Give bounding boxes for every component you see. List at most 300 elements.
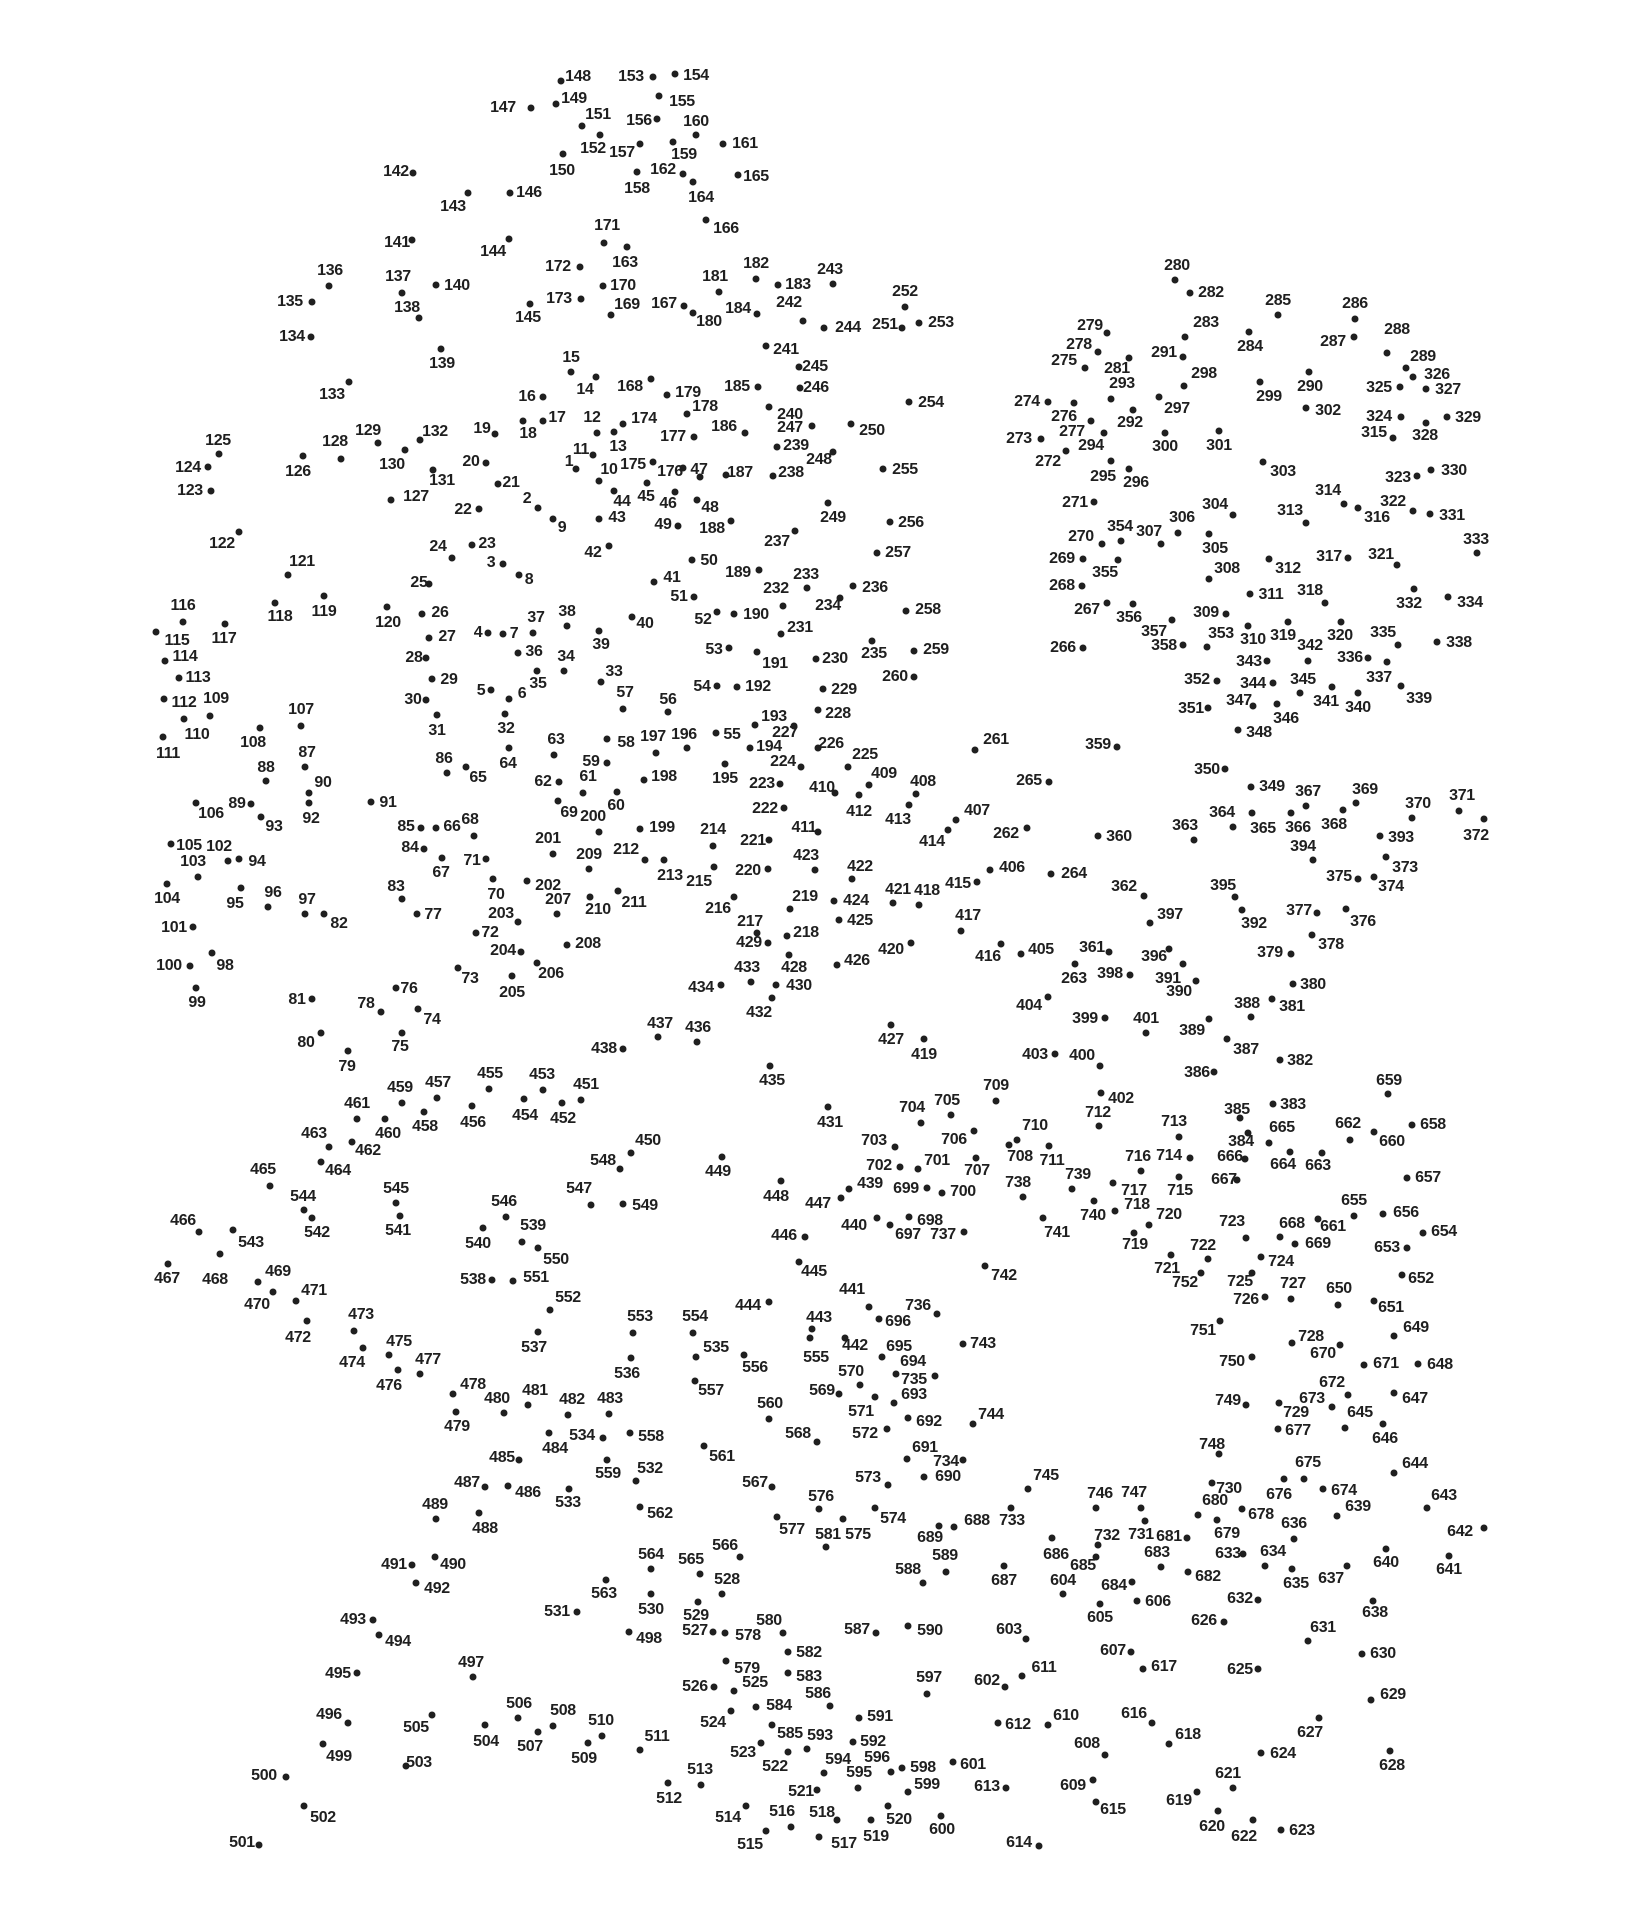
dot-641[interactable] — [1446, 1553, 1453, 1560]
dot-353[interactable] — [1204, 644, 1211, 651]
dot-459[interactable] — [399, 1100, 406, 1107]
dot-256[interactable] — [887, 519, 894, 526]
dot-250[interactable] — [848, 421, 855, 428]
dot-383[interactable] — [1270, 1101, 1277, 1108]
dot-343[interactable] — [1264, 658, 1271, 665]
dot-564[interactable] — [648, 1566, 655, 1573]
dot-745[interactable] — [1025, 1486, 1032, 1493]
dot-313[interactable] — [1303, 520, 1310, 527]
dot-553[interactable] — [630, 1330, 637, 1337]
dot-175[interactable] — [650, 459, 657, 466]
dot-678[interactable] — [1239, 1506, 1246, 1513]
dot-136[interactable] — [326, 283, 333, 290]
dot-50[interactable] — [689, 557, 696, 564]
dot-52[interactable] — [714, 609, 721, 616]
dot-450[interactable] — [628, 1150, 635, 1157]
dot-575[interactable] — [840, 1516, 847, 1523]
dot-265[interactable] — [1046, 779, 1053, 786]
dot-369[interactable] — [1353, 800, 1360, 807]
dot-62[interactable] — [556, 779, 563, 786]
dot-565[interactable] — [697, 1571, 704, 1578]
dot-315[interactable] — [1390, 435, 1397, 442]
dot-492[interactable] — [413, 1580, 420, 1587]
dot-318[interactable] — [1322, 600, 1329, 607]
dot-173[interactable] — [578, 296, 585, 303]
dot-424[interactable] — [831, 898, 838, 905]
dot-5[interactable] — [488, 687, 495, 694]
dot-414[interactable] — [945, 827, 952, 834]
dot-9[interactable] — [550, 516, 557, 523]
dot-413[interactable] — [906, 802, 913, 809]
dot-279[interactable] — [1104, 330, 1111, 337]
dot-629[interactable] — [1368, 1697, 1375, 1704]
dot-114[interactable] — [162, 658, 169, 665]
dot-729[interactable] — [1276, 1400, 1283, 1407]
dot-451[interactable] — [578, 1097, 585, 1104]
dot-117[interactable] — [222, 621, 229, 628]
dot-736[interactable] — [934, 1311, 941, 1318]
dot-218[interactable] — [784, 933, 791, 940]
dot-27[interactable] — [426, 635, 433, 642]
dot-135[interactable] — [309, 299, 316, 306]
dot-143[interactable] — [465, 190, 472, 197]
dot-594[interactable] — [821, 1770, 828, 1777]
dot-591[interactable] — [856, 1715, 863, 1722]
dot-567[interactable] — [769, 1484, 776, 1491]
dot-444[interactable] — [766, 1299, 773, 1306]
dot-160[interactable] — [693, 132, 700, 139]
dot-522[interactable] — [785, 1749, 792, 1756]
dot-324[interactable] — [1398, 414, 1405, 421]
dot-349[interactable] — [1248, 784, 1255, 791]
dot-68[interactable] — [471, 833, 478, 840]
dot-534[interactable] — [600, 1435, 607, 1442]
dot-213[interactable] — [661, 857, 668, 864]
dot-97[interactable] — [302, 911, 309, 918]
dot-148[interactable] — [558, 78, 565, 85]
dot-464[interactable] — [318, 1159, 325, 1166]
dot-677[interactable] — [1275, 1426, 1282, 1433]
dot-309[interactable] — [1223, 611, 1230, 618]
dot-39[interactable] — [596, 628, 603, 635]
dot-479[interactable] — [453, 1409, 460, 1416]
dot-718[interactable] — [1112, 1208, 1119, 1215]
dot-346[interactable] — [1274, 701, 1281, 708]
dot-473[interactable] — [351, 1328, 358, 1335]
dot-728[interactable] — [1289, 1340, 1296, 1347]
dot-527[interactable] — [710, 1629, 717, 1636]
dot-404[interactable] — [1045, 994, 1052, 1001]
dot-49[interactable] — [675, 523, 682, 530]
dot-740[interactable] — [1091, 1198, 1098, 1205]
dot-532[interactable] — [633, 1478, 640, 1485]
dot-271[interactable] — [1091, 499, 1098, 506]
dot-326[interactable] — [1410, 374, 1417, 381]
dot-457[interactable] — [434, 1095, 441, 1102]
dot-18[interactable] — [520, 418, 527, 425]
dot-90[interactable] — [306, 790, 313, 797]
dot-469[interactable] — [255, 1279, 262, 1286]
dot-3[interactable] — [500, 561, 507, 568]
dot-513[interactable] — [698, 1782, 705, 1789]
dot-130[interactable] — [402, 447, 409, 454]
dot-95[interactable] — [238, 885, 245, 892]
dot-249[interactable] — [825, 500, 832, 507]
dot-475[interactable] — [386, 1352, 393, 1359]
dot-737[interactable] — [961, 1229, 968, 1236]
dot-692[interactable] — [905, 1415, 912, 1422]
dot-57[interactable] — [620, 706, 627, 713]
dot-620[interactable] — [1215, 1808, 1222, 1815]
dot-78[interactable] — [378, 1009, 385, 1016]
dot-716[interactable] — [1138, 1168, 1145, 1175]
dot-709[interactable] — [993, 1098, 1000, 1105]
dot-323[interactable] — [1414, 473, 1421, 480]
dot-635[interactable] — [1289, 1566, 1296, 1573]
dot-571[interactable] — [872, 1394, 879, 1401]
dot-735[interactable] — [932, 1373, 939, 1380]
dot-581[interactable] — [823, 1544, 830, 1551]
dot-505[interactable] — [429, 1712, 436, 1719]
dot-545[interactable] — [393, 1200, 400, 1207]
dot-58[interactable] — [604, 736, 611, 743]
dot-236[interactable] — [850, 583, 857, 590]
dot-351[interactable] — [1205, 705, 1212, 712]
dot-374[interactable] — [1371, 874, 1378, 881]
dot-83[interactable] — [399, 896, 406, 903]
dot-64[interactable] — [506, 745, 513, 752]
dot-14[interactable] — [593, 374, 600, 381]
dot-93[interactable] — [258, 814, 265, 821]
dot-296[interactable] — [1126, 466, 1133, 473]
dot-688[interactable] — [951, 1524, 958, 1531]
dot-440[interactable] — [874, 1215, 881, 1222]
dot-422[interactable] — [849, 876, 856, 883]
dot-654[interactable] — [1420, 1230, 1427, 1237]
dot-453[interactable] — [540, 1087, 547, 1094]
dot-474[interactable] — [360, 1345, 367, 1352]
dot-733[interactable] — [1008, 1505, 1015, 1512]
dot-243[interactable] — [830, 281, 837, 288]
dot-274[interactable] — [1045, 399, 1052, 406]
dot-232[interactable] — [780, 603, 787, 610]
dot-614[interactable] — [1036, 1843, 1043, 1850]
dot-455[interactable] — [486, 1086, 493, 1093]
dot-476[interactable] — [395, 1367, 402, 1374]
dot-107[interactable] — [298, 723, 305, 730]
dot-609[interactable] — [1090, 1777, 1097, 1784]
dot-604[interactable] — [1060, 1591, 1067, 1598]
dot-528[interactable] — [719, 1591, 726, 1598]
dot-137[interactable] — [399, 290, 406, 297]
dot-119[interactable] — [321, 593, 328, 600]
dot-116[interactable] — [180, 619, 187, 626]
dot-345[interactable] — [1297, 690, 1304, 697]
dot-37[interactable] — [530, 630, 537, 637]
dot-680[interactable] — [1195, 1512, 1202, 1519]
dot-400[interactable] — [1097, 1063, 1104, 1070]
dot-282[interactable] — [1187, 290, 1194, 297]
dot-377[interactable] — [1314, 910, 1321, 917]
dot-691[interactable] — [904, 1456, 911, 1463]
dot-619[interactable] — [1194, 1789, 1201, 1796]
dot-585[interactable] — [769, 1722, 776, 1729]
dot-482[interactable] — [565, 1412, 572, 1419]
dot-285[interactable] — [1275, 312, 1282, 319]
dot-684[interactable] — [1129, 1579, 1136, 1586]
dot-402[interactable] — [1098, 1090, 1105, 1097]
dot-240[interactable] — [766, 404, 773, 411]
dot-159[interactable] — [670, 139, 677, 146]
dot-530[interactable] — [648, 1591, 655, 1598]
dot-436[interactable] — [694, 1039, 701, 1046]
dot-334[interactable] — [1445, 594, 1452, 601]
dot-658[interactable] — [1409, 1122, 1416, 1129]
dot-200[interactable] — [596, 829, 603, 836]
dot-386[interactable] — [1211, 1069, 1218, 1076]
dot-652[interactable] — [1399, 1272, 1406, 1279]
dot-544[interactable] — [301, 1207, 308, 1214]
dot-189[interactable] — [756, 567, 763, 574]
dot-115[interactable] — [153, 629, 160, 636]
dot-738[interactable] — [1020, 1194, 1027, 1201]
dot-317[interactable] — [1345, 555, 1352, 562]
dot-387[interactable] — [1224, 1036, 1231, 1043]
dot-752[interactable] — [1198, 1270, 1205, 1277]
dot-588[interactable] — [920, 1580, 927, 1587]
dot-671[interactable] — [1361, 1362, 1368, 1369]
dot-371[interactable] — [1456, 808, 1463, 815]
dot-615[interactable] — [1093, 1799, 1100, 1806]
dot-287[interactable] — [1351, 334, 1358, 341]
dot-537[interactable] — [535, 1329, 542, 1336]
dot-425[interactable] — [836, 917, 843, 924]
dot-19[interactable] — [492, 431, 499, 438]
dot-81[interactable] — [309, 996, 316, 1003]
dot-643[interactable] — [1424, 1505, 1431, 1512]
dot-750[interactable] — [1249, 1354, 1256, 1361]
dot-365[interactable] — [1249, 810, 1256, 817]
dot-164[interactable] — [690, 179, 697, 186]
dot-316[interactable] — [1355, 505, 1362, 512]
dot-600[interactable] — [938, 1813, 945, 1820]
dot-531[interactable] — [574, 1609, 581, 1616]
dot-28[interactable] — [423, 655, 430, 662]
dot-219[interactable] — [787, 906, 794, 913]
dot-713[interactable] — [1176, 1134, 1183, 1141]
dot-22[interactable] — [476, 506, 483, 513]
dot-277[interactable] — [1088, 418, 1095, 425]
dot-270[interactable] — [1099, 541, 1106, 548]
dot-299[interactable] — [1257, 379, 1264, 386]
dot-441[interactable] — [866, 1304, 873, 1311]
dot-104[interactable] — [164, 881, 171, 888]
dot-266[interactable] — [1080, 645, 1087, 652]
dot-372[interactable] — [1481, 816, 1488, 823]
dot-79[interactable] — [345, 1048, 352, 1055]
dot-418[interactable] — [916, 902, 923, 909]
dot-477[interactable] — [417, 1371, 424, 1378]
dot-524[interactable] — [728, 1708, 735, 1715]
dot-697[interactable] — [887, 1222, 894, 1229]
dot-403[interactable] — [1052, 1051, 1059, 1058]
dot-556[interactable] — [741, 1352, 748, 1359]
dot-84[interactable] — [421, 846, 428, 853]
dot-123[interactable] — [208, 488, 215, 495]
dot-465[interactable] — [267, 1183, 274, 1190]
dot-278[interactable] — [1095, 349, 1102, 356]
dot-263[interactable] — [1072, 961, 1079, 968]
dot-510[interactable] — [599, 1733, 606, 1740]
dot-484[interactable] — [546, 1430, 553, 1437]
dot-405[interactable] — [1018, 951, 1025, 958]
dot-338[interactable] — [1434, 639, 1441, 646]
dot-602[interactable] — [1002, 1684, 1009, 1691]
dot-376[interactable] — [1343, 906, 1350, 913]
dot-71[interactable] — [483, 856, 490, 863]
dot-547[interactable] — [588, 1202, 595, 1209]
dot-147[interactable] — [528, 105, 535, 112]
dot-399[interactable] — [1102, 1015, 1109, 1022]
dot-375[interactable] — [1355, 876, 1362, 883]
dot-460[interactable] — [382, 1116, 389, 1123]
dot-342[interactable] — [1305, 658, 1312, 665]
dot-325[interactable] — [1397, 384, 1404, 391]
dot-201[interactable] — [550, 851, 557, 858]
dot-183[interactable] — [775, 282, 782, 289]
dot-142[interactable] — [410, 170, 417, 177]
dot-538[interactable] — [489, 1277, 496, 1284]
dot-645[interactable] — [1342, 1425, 1349, 1432]
dot-605[interactable] — [1097, 1601, 1104, 1608]
dot-511[interactable] — [637, 1747, 644, 1754]
dot-471[interactable] — [293, 1298, 300, 1305]
dot-190[interactable] — [731, 611, 738, 618]
dot-269[interactable] — [1080, 556, 1087, 563]
dot-110[interactable] — [181, 716, 188, 723]
dot-212[interactable] — [642, 857, 649, 864]
dot-238[interactable] — [770, 473, 777, 480]
dot-397[interactable] — [1147, 920, 1154, 927]
dot-358[interactable] — [1180, 642, 1187, 649]
dot-144[interactable] — [506, 236, 513, 243]
dot-214[interactable] — [710, 843, 717, 850]
dot-569[interactable] — [836, 1391, 843, 1398]
dot-327[interactable] — [1423, 386, 1430, 393]
dot-195[interactable] — [722, 761, 729, 768]
dot-29[interactable] — [429, 676, 436, 683]
dot-529[interactable] — [695, 1599, 702, 1606]
dot-570[interactable] — [857, 1382, 864, 1389]
dot-199[interactable] — [637, 826, 644, 833]
dot-625[interactable] — [1255, 1666, 1262, 1673]
dot-99[interactable] — [193, 985, 200, 992]
dot-10[interactable] — [596, 478, 603, 485]
dot-24[interactable] — [449, 555, 456, 562]
dot-651[interactable] — [1371, 1298, 1378, 1305]
dot-154[interactable] — [672, 71, 679, 78]
dot-389[interactable] — [1206, 1016, 1213, 1023]
dot-720[interactable] — [1146, 1222, 1153, 1229]
dot-308[interactable] — [1206, 576, 1213, 583]
dot-487[interactable] — [482, 1484, 489, 1491]
dot-16[interactable] — [540, 394, 547, 401]
dot-293[interactable] — [1108, 396, 1115, 403]
dot-486[interactable] — [505, 1483, 512, 1490]
dot-710[interactable] — [1014, 1137, 1021, 1144]
dot-140[interactable] — [433, 282, 440, 289]
dot-617[interactable] — [1140, 1666, 1147, 1673]
dot-337[interactable] — [1384, 659, 1391, 666]
dot-363[interactable] — [1191, 837, 1198, 844]
dot-432[interactable] — [769, 995, 776, 1002]
dot-701[interactable] — [915, 1166, 922, 1173]
dot-743[interactable] — [960, 1341, 967, 1348]
dot-94[interactable] — [236, 856, 243, 863]
dot-329[interactable] — [1444, 414, 1451, 421]
dot-261[interactable] — [972, 747, 979, 754]
dot-146[interactable] — [507, 190, 514, 197]
dot-550[interactable] — [535, 1245, 542, 1252]
dot-77[interactable] — [414, 911, 421, 918]
dot-698[interactable] — [906, 1214, 913, 1221]
dot-247[interactable] — [809, 423, 816, 430]
dot-562[interactable] — [637, 1504, 644, 1511]
dot-181[interactable] — [716, 289, 723, 296]
dot-30[interactable] — [423, 697, 430, 704]
dot-485[interactable] — [516, 1457, 523, 1464]
dot-21[interactable] — [495, 481, 502, 488]
dot-179[interactable] — [664, 392, 671, 399]
dot-85[interactable] — [418, 825, 425, 832]
dot-480[interactable] — [501, 1410, 508, 1417]
dot-494[interactable] — [376, 1632, 383, 1639]
dot-401[interactable] — [1143, 1030, 1150, 1037]
dot-379[interactable] — [1288, 951, 1295, 958]
dot-370[interactable] — [1409, 815, 1416, 822]
dot-467[interactable] — [165, 1261, 172, 1268]
dot-88[interactable] — [263, 778, 270, 785]
dot-348[interactable] — [1235, 727, 1242, 734]
dot-205[interactable] — [509, 973, 516, 980]
dot-703[interactable] — [892, 1144, 899, 1151]
dot-515[interactable] — [763, 1828, 770, 1835]
dot-499[interactable] — [320, 1741, 327, 1748]
dot-373[interactable] — [1383, 854, 1390, 861]
dot-66[interactable] — [433, 825, 440, 832]
dot-331[interactable] — [1427, 511, 1434, 518]
dot-498[interactable] — [626, 1629, 633, 1636]
dot-551[interactable] — [510, 1278, 517, 1285]
dot-170[interactable] — [600, 283, 607, 290]
dot-310[interactable] — [1245, 623, 1252, 630]
dot-517[interactable] — [816, 1834, 823, 1841]
dot-224[interactable] — [798, 764, 805, 771]
dot-4[interactable] — [485, 630, 492, 637]
dot-237[interactable] — [792, 528, 799, 535]
dot-177[interactable] — [691, 434, 698, 441]
dot-739[interactable] — [1069, 1186, 1076, 1193]
dot-233[interactable] — [804, 585, 811, 592]
dot-139[interactable] — [438, 346, 445, 353]
dot-113[interactable] — [176, 675, 183, 682]
dot-197[interactable] — [653, 750, 660, 757]
dot-257[interactable] — [874, 550, 881, 557]
dot-182[interactable] — [753, 276, 760, 283]
dot-700[interactable] — [939, 1190, 946, 1197]
dot-626[interactable] — [1221, 1619, 1228, 1626]
dot-634[interactable] — [1262, 1563, 1269, 1570]
